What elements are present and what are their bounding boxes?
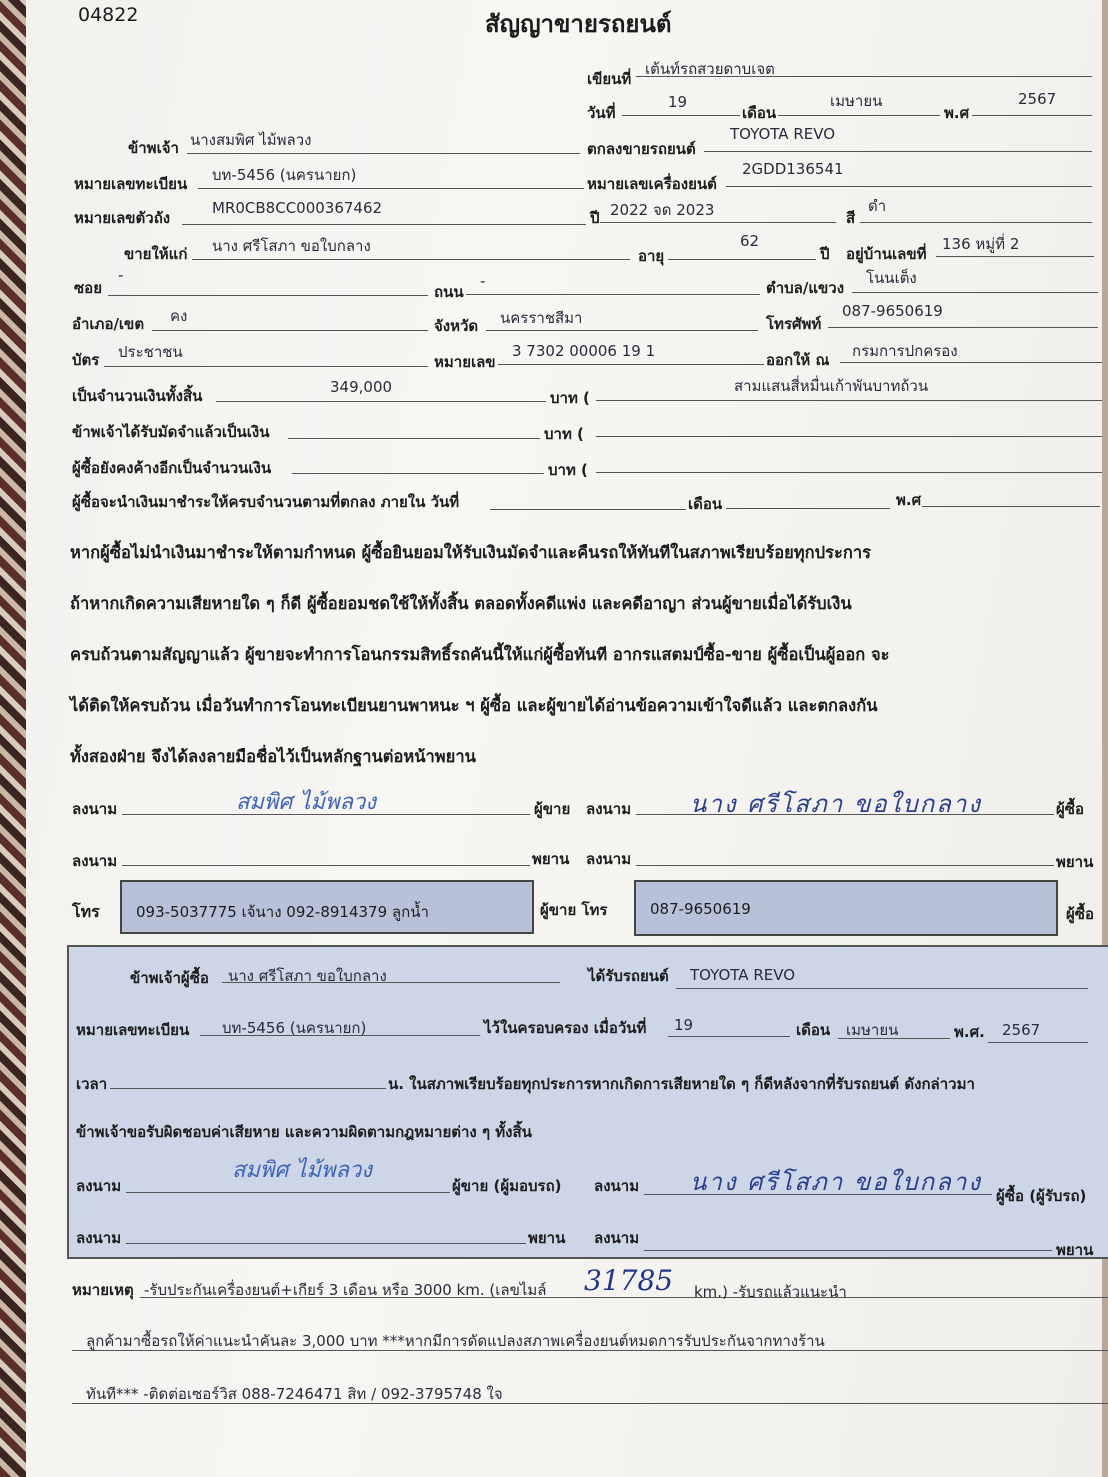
rule [486,330,758,331]
seller-label: ข้าพเจ้า [128,139,179,157]
rule [108,295,428,296]
sign-label: ลงนาม [72,800,118,818]
rule [622,115,740,116]
rule [668,259,816,260]
amphoe-label: อำเภอ/เขต [72,315,145,333]
receipt-month-label: เดือน [796,1021,831,1039]
rule [644,1250,1052,1251]
rule [636,865,1054,866]
soi-label: ซอย [74,279,102,297]
rule [596,436,1102,437]
written-at-label: เขียนที่ [587,70,632,88]
province-label: จังหวัด [434,317,479,335]
card-value: ประชาชน [118,343,183,361]
background-fabric [0,0,26,1477]
tambon-value: โนนเต็ง [866,269,917,287]
deposit-label: ข้าพเจ้าได้รับมัดจำแล้วเป็นเงิน [72,423,270,441]
chassis-label: หมายเลขตัวถัง [74,209,171,227]
rule [922,506,1100,507]
rule [972,115,1092,116]
seller-signature-stamp: สมพิศ ไม้พลวง [236,790,377,815]
house-value: 136 หมู่ที่ 2 [942,235,1020,253]
receipt-buyer-label: ข้าพเจ้าผู้ซื้อ [130,969,209,987]
rule [726,508,890,509]
buyer-role: ผู้ซื้อ [1056,800,1084,818]
sell-to-label: ขายให้แก่ [124,245,188,263]
total-label: เป็นจำนวนเงินทั้งสิ้น [72,387,203,405]
notes-line-1b: km.) -รับรถแล้วแนะนำ [694,1283,847,1301]
phone-row-label: โทร [72,902,100,921]
total-in-words: สามแสนสี่หมื่นเก้าพันบาทถ้วน [734,377,929,395]
baht-label: บาท ( [550,389,590,407]
rule [600,222,836,223]
rule [936,256,1094,257]
receipt-year: 2567 [1002,1021,1041,1039]
liability-text: ข้าพเจ้าขอรับผิดชอบค่าเสียหาย และความผิดตามกฎหมายต่าง ๆ ทั้งสิ้น [76,1123,532,1141]
rule [126,1192,450,1193]
years-label: ปี [820,245,830,263]
rule [860,222,1092,223]
card-label: บัตร [72,351,100,369]
rule [198,188,584,189]
car-year-label: ปี [590,209,600,227]
color-label: สี [846,209,856,227]
sign-label: ลงนาม [594,1177,640,1195]
receipt-panel [67,945,1108,1259]
reg-value: บท-5456 (นครนายก) [212,166,357,184]
document-number: 04822 [78,4,139,26]
month-value: เมษายน [830,92,883,110]
rule [778,115,940,116]
month-label: เดือน [742,104,777,122]
province-value: นครราชสีมา [500,309,583,327]
rule [466,294,760,295]
rule [192,259,630,260]
rule [182,224,586,225]
seller-name: นางสมพิศ ไม้พลวง [190,131,312,149]
road-label: ถนน [434,283,464,301]
receipt-buyer-signature: นาง ศรีโสภา ขอใบกลาง [690,1168,983,1196]
receipt-reg-value: บท-5456 (นครนายก) [222,1019,367,1037]
receipt-buyer-value: นาง ศรีโสภา ขอใบกลาง [228,967,387,985]
time-text: น. ในสภาพเรียบร้อยทุกประการหากเกิดการเสียหายใด ๆ ก็ดีหลังจากที่รับรถยนต์ ดังกล่าวมา [388,1075,975,1093]
car-model: TOYOTA REVO [730,125,836,143]
amphoe-value: คง [170,307,188,325]
phone-label: โทรศัพท์ [766,315,822,333]
road-value: - [480,272,486,290]
pay-year-label: พ.ศ [896,491,922,509]
rule [187,153,580,154]
rule [104,366,428,367]
issued-value: กรมการปกครอง [852,342,958,360]
notes-line-3: ทันที*** -ติดต่อเซอร์วิส 088-7246471 สิท / 092-3795748 ใจ [86,1385,503,1403]
id-value: 3 7302 00006 19 1 [512,342,656,360]
rule [490,509,686,510]
sign-label: ลงนาม [594,1229,640,1247]
pay-deadline-label: ผู้ซื้อจะนำเงินมาชำระให้ครบจำนวนตามที่ตกลง ภายใน วันที่ [72,493,460,511]
notes-label: หมายเหตุ [72,1281,134,1299]
seller-role: ผู้ขาย [534,800,571,818]
phone-value: 087-9650619 [842,302,943,320]
notes-line-1a: -รับประกันเครื่องยนต์+เกียร์ 3 เดือน หรือ 3000 km. (เลขไมล์ [144,1281,547,1299]
witness-role: พยาน [1056,853,1094,871]
buyer-name: นาง ศรีโสภา ขอใบกลาง [212,237,371,255]
receipt-seller-signature-stamp: สมพิศ ไม้พลวง [232,1158,373,1183]
date-label: วันที่ [587,104,616,122]
year-label: พ.ศ [944,104,970,122]
color-value: ดำ [868,197,887,215]
soi-value: - [118,266,124,284]
buyer-phone-role: ผู้ซื้อ [1066,905,1094,923]
agree-label: ตกลงขายรถยนต์ [587,140,696,158]
remain-label: ผู้ซื้อยังคงค้างอีกเป็นจำนวนเงิน [72,459,272,477]
rule [988,1042,1088,1043]
page-title: สัญญาขายรถยนต์ [485,10,672,38]
day-value: 19 [668,93,688,111]
receipt-seller-role: ผู้ขาย (ผู้มอบรถ) [452,1177,562,1195]
rule [852,292,1098,293]
terms-line-1: หากผู้ซื้อไม่นำเงินมาชำระให้ตามกำหนด ผู้ซื้อยินยอมให้รับเงินมัดจำและคืนรถให้ทันทีในสภาพเรียบร้อยทุกประการ [70,543,871,562]
rule [110,1088,386,1089]
rule [726,186,1092,187]
rule [122,865,530,866]
rule [676,988,1088,989]
seller-phone-box [120,880,534,934]
sign-label: ลงนาม [76,1229,122,1247]
terms-line-5: ทั้งสองฝ่าย จึงได้ลงลายมือชื่อไว้เป็นหลักฐานต่อหน้าพยาน [70,747,476,766]
total-value: 349,000 [330,378,393,396]
receipt-buyer-role: ผู้ซื้อ (ผู้รับรถ) [996,1187,1087,1205]
reg-label: หมายเลขทะเบียน [74,175,188,193]
written-at-value: เต้นท์รถสวยดาบเจต [645,60,775,78]
witness-role: พยาน [1056,1241,1094,1259]
age-label: อายุ [638,247,665,265]
sign-label: ลงนาม [586,800,632,818]
baht-label: บาท ( [548,461,588,479]
engine-value: 2GDD136541 [742,160,844,178]
house-label: อยู่บ้านเลขที่ [846,245,927,263]
notes-line-2: ลูกค้ามาซื้อรถให้ค่าแนะนำคันละ 3,000 บาท ***หากมีการดัดแปลงสภาพเครื่องยนต์หมดการรับประกันจากทางร้าน [86,1332,825,1350]
car-year-value: 2022 จด 2023 [610,201,715,219]
id-label: หมายเลข [434,353,496,371]
receipt-reg-label: หมายเลขทะเบียน [76,1021,190,1039]
engine-label: หมายเลขเครื่องยนต์ [587,175,717,193]
seller-phone-value: 093-5037775 เจ้นาง 092-8914379 ลูกน้ำ [136,903,429,921]
buyer-signature: นาง ศรีโสภา ขอใบกลาง [690,790,983,818]
rule [152,330,428,331]
sign-label: ลงนาม [586,850,632,868]
rule [668,1036,790,1037]
terms-line-4: ได้ติดให้ครบถ้วน เมื่อวันทำการโอนทะเบียนยานพาหนะ ฯ ผู้ซื้อ และผู้ขายได้อ่านข้อความเข้าใจดีแล้ว และตกลงกัน [70,696,878,715]
rule [704,151,1092,152]
rule [216,401,546,402]
baht-label: บาท ( [544,425,584,443]
chassis-value: MR0CB8CC000367462 [212,199,383,217]
issued-label: ออกให้ ณ [766,351,830,369]
rule [498,364,764,365]
tambon-label: ตำบล/แขวง [766,279,845,297]
received-label: ได้รับรถยนต์ [588,967,669,985]
receipt-year-label: พ.ศ. [954,1023,985,1041]
receipt-month: เมษายน [846,1021,899,1039]
witness-role: พยาน [528,1229,566,1247]
odometer-reading: 31785 [584,1264,674,1297]
witness-role: พยาน [532,850,570,868]
rule [126,1243,526,1244]
rule [596,472,1102,473]
receipt-day: 19 [674,1016,694,1034]
sign-label: ลงนาม [76,1177,122,1195]
receipt-model: TOYOTA REVO [690,966,796,984]
age-value: 62 [740,232,760,250]
time-label: เวลา [76,1075,108,1093]
possession-label: ไว้ในครอบครอง เมื่อวันที่ [484,1019,647,1037]
rule [288,438,540,439]
year-value: 2567 [1018,90,1057,108]
buyer-phone-box [634,880,1058,936]
seller-phone-role: ผู้ขาย โทร [540,901,608,919]
rule [596,400,1102,401]
pay-month-label: เดือน [688,495,723,513]
rule [292,473,544,474]
terms-line-2: ถ้าหากเกิดความเสียหายใด ๆ ก็ดี ผู้ซื้อยอมชดใช้ให้ทั้งสิ้น ตลอดทั้งคดีแพ่ง และคดีอาญา ส่วนผู้ขายเมื่อได้รับเงิน [70,594,852,613]
terms-line-3: ครบถ้วนตามสัญญาแล้ว ผู้ขายจะทำการโอนกรรมสิทธิ์รถคันนี้ให้แก่ผู้ซื้อทันที อากรแสตมป์ซื้อ-ขาย ผู้ซื้อเป็นผู้ออก จะ [70,645,890,664]
buyer-phone-value: 087-9650619 [650,900,751,918]
rule [828,327,1098,328]
sign-label: ลงนาม [72,852,118,870]
